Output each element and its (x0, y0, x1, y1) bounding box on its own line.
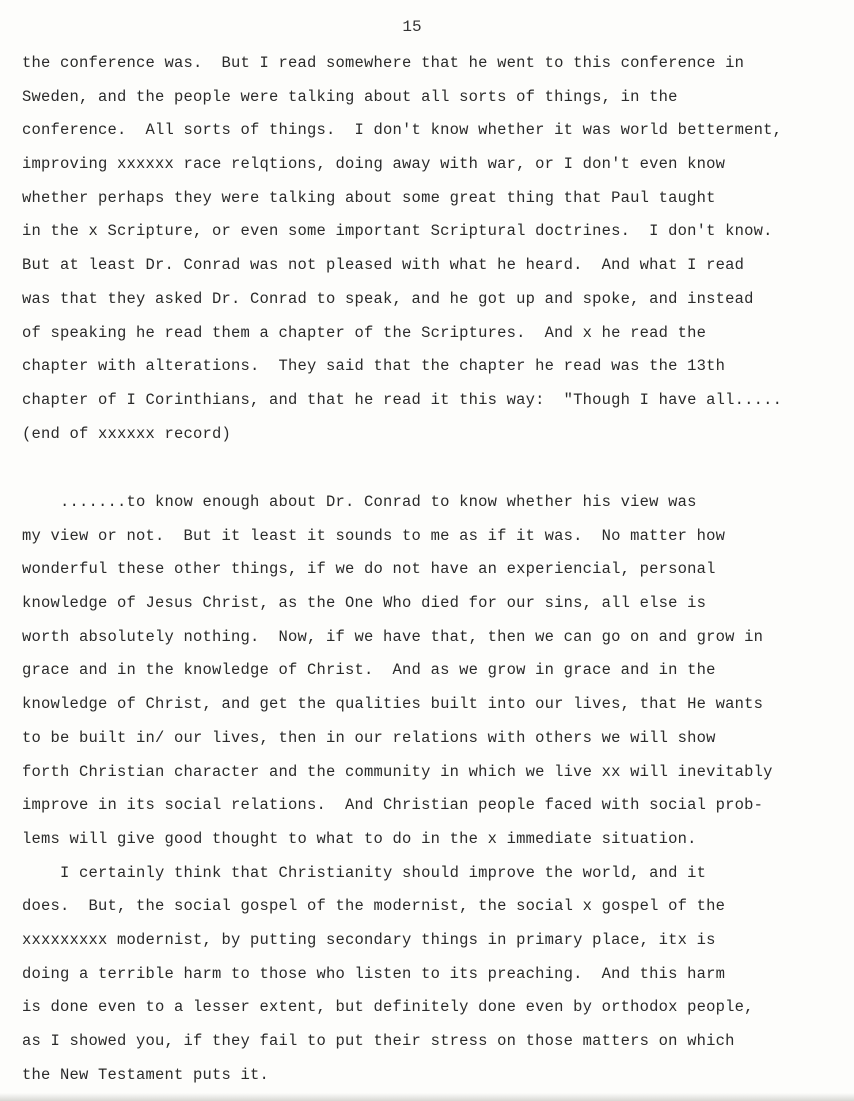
text-line: in the x Scripture, or even some important Scriptural doctrines. I don't know. (22, 222, 773, 241)
text-line: improving xxxxxx race relqtions, doing away with war, or I don't even know (22, 155, 726, 174)
page-bottom-edge (0, 1093, 854, 1101)
text-line: lems will give good thought to what to do in the x immediate situation. (22, 829, 697, 848)
text-line: grace and in the knowledge of Christ. And as we grow in grace and in the (22, 661, 716, 680)
page-number: 15 (402, 18, 422, 36)
text-line: chapter of I Corinthians, and that he read it this way: "Though I have all..... (22, 390, 783, 409)
text-line: Sweden, and the people were talking about all sorts of things, in the (22, 87, 678, 106)
text-line: forth Christian character and the community in which we live xx will inevitably (22, 762, 773, 781)
text-line: I certainly think that Christianity should improve the world, and it (22, 863, 707, 882)
text-line: does. But, the social gospel of the modernist, the social x gospel of the (22, 897, 726, 916)
text-line: worth absolutely nothing. Now, if we have that, then we can go on and grow in (22, 627, 764, 646)
text-line: the conference was. But I read somewhere that he went to this conference in (22, 54, 745, 72)
text-line: of speaking he read them a chapter of the Scriptures. And x he read the (22, 323, 707, 342)
text-line: wonderful these other things, if we do not have an experienciаl, personal (22, 560, 716, 579)
text-line: is done even to a lesser extent, but definitely done even by orthodox people, (22, 998, 754, 1017)
text-line: doing a terrible harm to those who listen to its preaching. And this harm (22, 964, 726, 983)
text-line: the New Testament puts it. (22, 1065, 270, 1084)
text-line: to be built in/ our lives, then in our relations with others we will show (22, 728, 716, 747)
text-line: But at least Dr. Conrad was not pleased with what he heard. And what I read (22, 256, 745, 275)
text-line: xxxxxxxxx modernist, by putting secondary things in primary place, itx is (22, 930, 716, 949)
text-line: conference. All sorts of things. I don't know whether it was world betterment, (22, 121, 783, 140)
paragraph-1 (22, 47, 834, 451)
text-line: whether perhaps they were talking about some great thing that Paul taught (22, 188, 716, 207)
text-line: improve in its social relations. And Christian people faced with social prob- (22, 796, 764, 815)
text-line: knowledge of Jesus Christ, as the One Who died for our sins, all else is (22, 594, 707, 613)
text-line: chapter with alterations. They said that the chapter he read was the 13th (22, 357, 726, 376)
text-line: (end of xxxxxx record) (22, 424, 232, 443)
text-line: knowledge of Christ, and get the qualities built into our lives, that He wants (22, 695, 764, 714)
text-line: .......to know enough about Dr. Conrad to know whether his view was (22, 493, 697, 511)
paragraph-2 (22, 486, 834, 1092)
text-line: as I showed you, if they fail to put their stress on those matters on which (22, 1032, 735, 1050)
text-line: my view or not. But it least it sounds to me as if it was. No matter how (22, 526, 726, 545)
text-line: was that they asked Dr. Conrad to speak, and he got up and spoke, and instead (22, 289, 754, 308)
